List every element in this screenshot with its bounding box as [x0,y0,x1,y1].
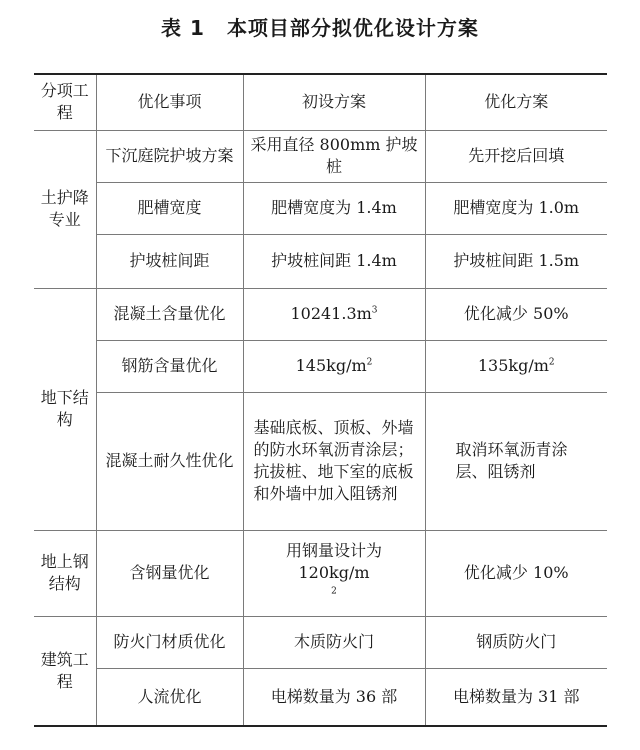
initial-cell: 护坡桩间距 1.4m [243,234,425,288]
initial-value: 10241.3m [290,304,372,323]
optimized-cell [425,340,607,392]
table-row [34,182,607,234]
initial-cell [243,530,425,616]
initial-cell: 采用直径 800mm 护坡桩 [243,130,425,182]
table-row [34,530,607,616]
item-cell: 下沉庭院护坡方案 [96,130,243,182]
initial-cell: 电梯数量为 36 部 [243,668,425,726]
item-cell: 混凝土耐久性优化 [96,392,243,530]
table-title [0,12,640,41]
table-row [34,668,607,726]
table-row [34,392,607,530]
header-item: 优化事项 [96,74,243,130]
category-cell: 地下结构 [34,288,96,530]
initial-line-1: 用钢量设计为 [285,541,382,560]
initial-cell: 基础底板、顶板、外墙的防水环氧沥青涂层；抗拔桩、地下室的底板和外墙中加入阻锈剂 [243,392,425,530]
table-row [34,616,607,668]
item-cell: 人流优化 [96,668,243,726]
optimized-cell: 钢质防火门 [425,616,607,668]
optimized-value: 135kg/m [477,356,549,375]
table-header-row [34,74,607,130]
header-initial: 初设方案 [243,74,425,130]
initial-value: 145kg/m [295,356,367,375]
table-row [34,130,607,182]
item-cell: 防火门材质优化 [96,616,243,668]
unit-superscript: 3 [371,305,378,316]
header-category: 分项工程 [34,74,96,130]
initial-line-2 [248,562,421,606]
item-cell: 含钢量优化 [96,530,243,616]
unit-superscript: 2 [366,357,373,368]
item-cell: 肥槽宽度 [96,182,243,234]
header-optimized: 优化方案 [425,74,607,130]
initial-cell: 木质防火门 [243,616,425,668]
category-cell: 建筑工程 [34,616,96,726]
optimized-cell: 护坡桩间距 1.5m [425,234,607,288]
initial-value: 120kg/m [298,563,370,582]
table-caption: 本项目部分拟优化设计方案 [226,16,479,40]
optimized-cell: 优化减少 10% [425,530,607,616]
initial-cell: 肥槽宽度为 1.4m [243,182,425,234]
table-row [34,234,607,288]
item-cell: 钢筋含量优化 [96,340,243,392]
category-cell: 土护降专业 [34,130,96,288]
optimization-table [34,73,607,727]
optimized-cell: 取消环氧沥青涂层、阻锈剂 [425,392,607,530]
optimized-cell: 优化减少 50% [425,288,607,340]
optimized-cell: 先开挖后回填 [425,130,607,182]
optimized-cell: 肥槽宽度为 1.0m [425,182,607,234]
initial-cell [243,288,425,340]
category-cell: 地上钢结构 [34,530,96,616]
unit-superscript: 2 [331,586,337,597]
initial-cell [243,340,425,392]
table-number: 表 1 [161,16,205,40]
optimized-cell: 电梯数量为 31 部 [425,668,607,726]
table-row [34,288,607,340]
table-row [34,340,607,392]
unit-superscript: 2 [548,357,555,368]
item-cell: 混凝土含量优化 [96,288,243,340]
item-cell: 护坡桩间距 [96,234,243,288]
